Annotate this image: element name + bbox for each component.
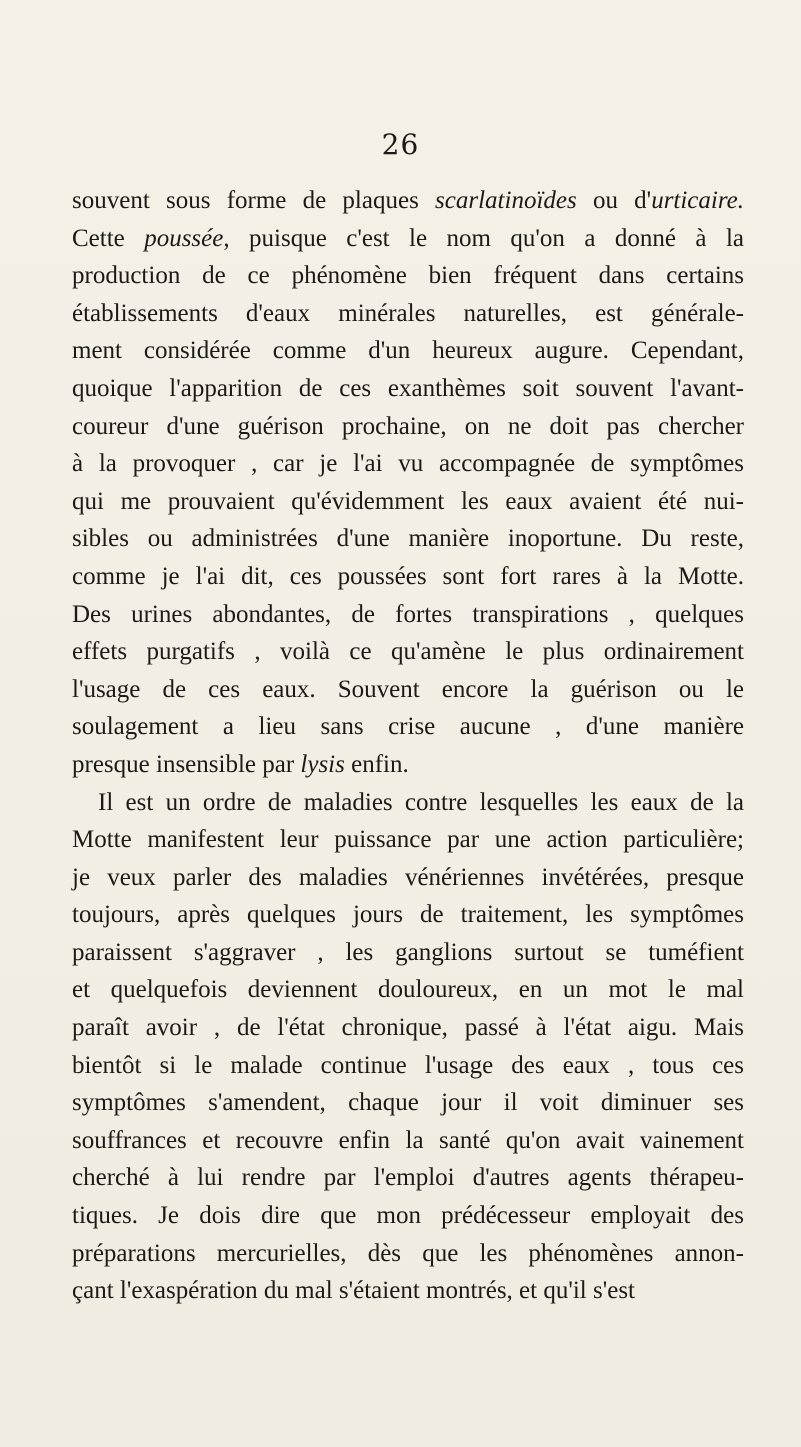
italic-text: lysis <box>300 750 345 778</box>
text-run: tiques. Je dois dire que mon prédécesseur employait des <box>72 1202 744 1230</box>
text-run: établissements d'eaux minérales naturelles, est générale- <box>72 299 744 327</box>
text-line <box>72 596 744 634</box>
text-line <box>72 1047 744 1085</box>
text-line <box>72 1084 744 1122</box>
text-run: ment considérée comme d'un heureux augure. Cependant, <box>72 337 744 365</box>
text-line <box>72 1159 744 1197</box>
text-run: symptômes s'amendent, chaque jour il voit diminuer ses <box>72 1089 744 1117</box>
text-line <box>72 784 744 822</box>
text-run: souffrances et recouvre enfin la santé qu'on avait vainement <box>72 1126 744 1154</box>
text-run: sibles ou administrées d'une manière inoportune. Du reste, <box>72 525 744 553</box>
text-line <box>72 182 744 220</box>
text-run: bientôt si le malade continue l'usage des eaux , tous ces <box>72 1051 744 1079</box>
text-run: ou d' <box>576 187 652 214</box>
text-run: paraissent s'aggraver , les ganglions surtout se tuméfient <box>72 938 744 966</box>
text-line <box>72 1009 744 1047</box>
text-run: et quelquefois deviennent douloureux, en un mot le mal <box>72 976 744 1004</box>
text-run: toujours, après quelques jours de traitement, les symptômes <box>72 901 744 929</box>
text-run: enfin. <box>344 750 409 778</box>
text-run: quoique l'apparition de ces exanthèmes soit souvent l'avant- <box>72 374 744 402</box>
text-run: à la provoquer , car je l'ai vu accompagnée de symptômes <box>72 450 744 478</box>
text-line <box>72 971 744 1009</box>
text-run: Cette <box>72 224 145 252</box>
text-run: l'usage de ces eaux. Souvent encore la guérison ou le <box>72 675 744 703</box>
page-number: 26 <box>381 128 420 161</box>
text-line <box>72 520 744 558</box>
text-line <box>72 332 744 370</box>
text-line <box>72 1272 744 1310</box>
text-run: coureur d'une guérison prochaine, on ne doit pas chercher <box>72 412 744 440</box>
text-line <box>72 746 744 784</box>
text-line <box>72 408 744 446</box>
text-line <box>72 896 744 934</box>
text-run: Des urines abondantes, de fortes transpirations , quelques <box>72 600 744 628</box>
text-line <box>72 220 744 258</box>
text-line <box>72 558 744 596</box>
text-run: cherché à lui rendre par l'emploi d'autres agents thérapeu- <box>72 1164 744 1192</box>
text-line <box>72 821 744 859</box>
text-line <box>72 445 744 483</box>
text-run: Motte manifestent leur puissance par une action particulière; <box>72 826 744 854</box>
italic-text: poussée <box>144 224 224 252</box>
text-run: qui me prouvaient qu'évidemment les eaux avaient été nui- <box>72 487 744 515</box>
body-text <box>72 182 744 1310</box>
text-line <box>72 934 744 972</box>
text-line <box>72 483 744 521</box>
text-run: , puisque c'est le nom qu'on a donné à la <box>223 224 744 252</box>
text-line <box>72 708 744 746</box>
text-run: je veux parler des maladies vénériennes invétérées, presque <box>72 863 744 891</box>
text-run: préparations mercurielles, dès que les phénomènes annon- <box>72 1239 744 1267</box>
text-run: soulagement a lieu sans crise aucune , d'une manière <box>72 713 744 741</box>
italic-text: urticaire. <box>651 187 744 214</box>
text-line <box>72 257 744 295</box>
text-line <box>72 859 744 897</box>
text-run: paraît avoir , de l'état chronique, passé à l'état aigu. Mais <box>72 1014 744 1042</box>
text-line <box>72 1122 744 1160</box>
text-run: presque insensible par <box>72 750 301 778</box>
text-line <box>72 1235 744 1273</box>
text-run: comme je l'ai dit, ces poussées sont fort rares à la Motte. <box>72 562 744 590</box>
text-run: effets purgatifs , voilà ce qu'amène le plus ordinairement <box>72 638 744 666</box>
text-run: Il est un ordre de maladies contre lesquelles les eaux de la <box>98 788 744 816</box>
text-run: production de ce phénomène bien fréquent dans certains <box>72 262 744 290</box>
text-line <box>72 1197 744 1235</box>
text-run: souvent sous forme de plaques <box>72 187 436 214</box>
italic-text: scarlatinoïdes <box>435 187 577 214</box>
text-run: çant l'exaspération du mal s'étaient montrés, et qu'il s'est <box>72 1277 636 1305</box>
text-line <box>72 295 744 333</box>
text-line <box>72 370 744 408</box>
text-line <box>72 671 744 709</box>
text-line <box>72 633 744 671</box>
